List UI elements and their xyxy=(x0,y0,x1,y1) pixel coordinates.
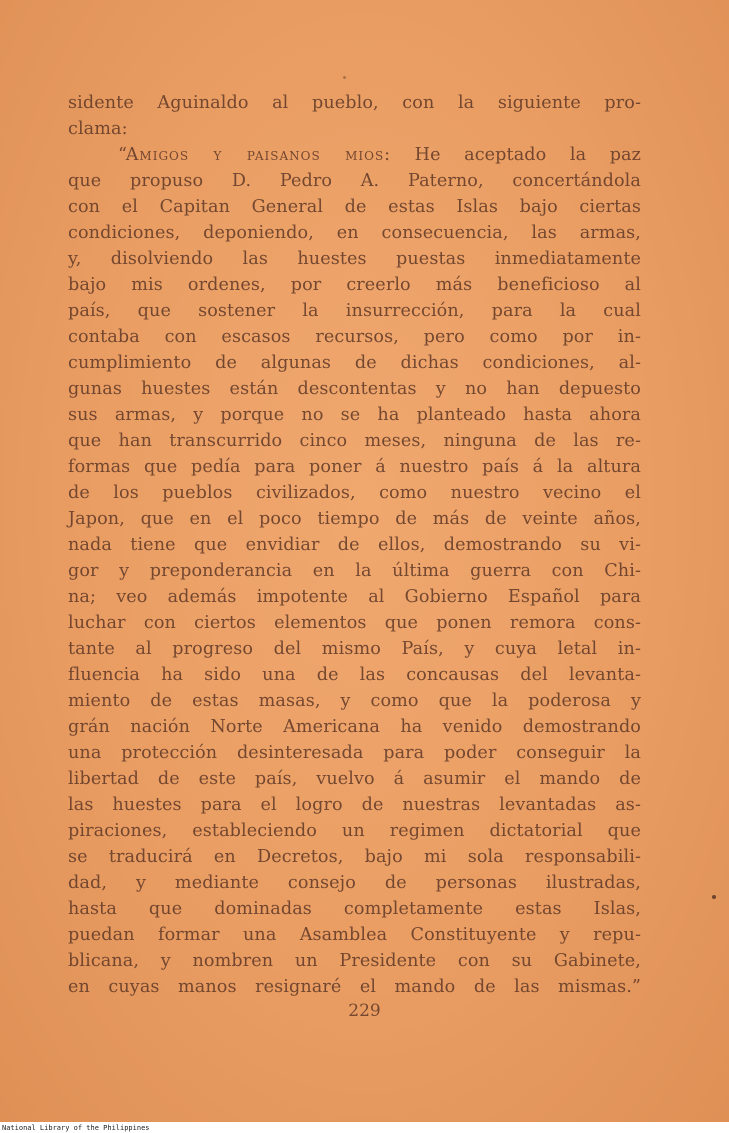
text-line: y, disolviendo las huestes puestas inmediatamente xyxy=(68,249,641,269)
text-line: de los pueblos civilizados, como nuestro vecino el xyxy=(68,483,641,503)
text-line: que han transcurrido cinco meses, ninguna de las re- xyxy=(68,431,641,451)
text-line: que propuso D. Pedro A. Paterno, concertándola xyxy=(68,171,641,191)
text-line: formas que pedía para poner á nuestro país á la altura xyxy=(68,457,641,477)
text-line: condiciones, deponiendo, en consecuencia, las armas, xyxy=(68,223,641,243)
text-line: nada tiene que envidiar de ellos, demostrando su vi- xyxy=(68,535,641,555)
body-text xyxy=(68,90,641,1000)
text-line: blicana, y nombren un Presidente con su Gabinete, xyxy=(68,951,641,971)
text-line: piraciones, estableciendo un regimen dictatorial que xyxy=(68,821,641,841)
text-line: libertad de este país, vuelvo á asumir el mando de xyxy=(68,769,641,789)
text-line: cumplimiento de algunas de dichas condiciones, al- xyxy=(68,353,641,373)
ink-speck xyxy=(343,76,346,79)
text-line: sus armas, y porque no se ha planteado hasta ahora xyxy=(68,405,641,425)
text-line: sidente Aguinaldo al pueblo, con la siguiente pro- xyxy=(68,93,641,113)
salutation: “Amigos y paisanos mios: xyxy=(118,145,392,165)
proclamation-opening-line: “Amigos y paisanos mios: He aceptado la paz xyxy=(118,145,642,165)
text-line: Japon, que en el poco tiempo de más de veinte años, xyxy=(68,509,641,529)
text-line: na; veo además impotente al Gobierno Español para xyxy=(68,587,641,607)
text-line: bajo mis ordenes, por creerlo más beneficioso al xyxy=(68,275,641,295)
text-line: fluencia ha sido una de las concausas del levanta- xyxy=(68,665,641,685)
text-line: hasta que dominadas completamente estas Islas, xyxy=(68,899,641,919)
text-line: las huestes para el logro de nuestras levantadas as- xyxy=(68,795,641,815)
text-line: en cuyas manos resignaré el mando de las mismas.” xyxy=(68,977,641,997)
text-line: dad, y mediante consejo de personas ilustradas, xyxy=(68,873,641,893)
text-line: gor y preponderancia en la última guerra con Chi- xyxy=(68,561,641,581)
text-line: grán nación Norte Americana ha venido demostrando xyxy=(68,717,641,737)
text-line: una protección desinteresada para poder conseguir la xyxy=(68,743,641,763)
page-number: 229 xyxy=(348,1001,381,1021)
text-line: país, que sostener la insurrección, para la cual xyxy=(68,301,641,321)
text-line: clama: xyxy=(68,119,128,139)
text-line: gunas huestes están descontentas y no han depuesto xyxy=(68,379,641,399)
library-footer: National Library of the Philippines xyxy=(2,1124,150,1132)
text-line: se traducirá en Decretos, bajo mi sola responsabili- xyxy=(68,847,641,867)
text-line: luchar con ciertos elementos que ponen remora cons- xyxy=(68,613,641,633)
text-line: contaba con escasos recursos, pero como por in- xyxy=(68,327,641,347)
ink-speck xyxy=(712,895,716,899)
text-line: puedan formar una Asamblea Constituyente y repu- xyxy=(68,925,641,945)
text-line: tante al progreso del mismo País, y cuya letal in- xyxy=(68,639,641,659)
text-line: miento de estas masas, y como que la poderosa y xyxy=(68,691,641,711)
text-line: con el Capitan General de estas Islas bajo ciertas xyxy=(68,197,641,217)
